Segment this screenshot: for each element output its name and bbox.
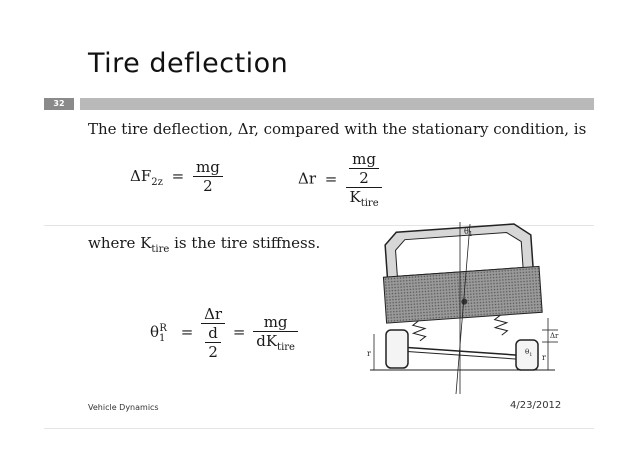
eq2-numerator: $\frac{mg}{2}$ bbox=[346, 150, 382, 187]
eq1-denominator: 2 bbox=[193, 176, 223, 195]
theta-top-label: $\theta_1$ bbox=[464, 227, 473, 238]
eq2-denominator: $K_{tire}$ bbox=[346, 187, 382, 209]
footer-divider bbox=[44, 428, 594, 429]
theta-wheel-label: $\theta_1$ bbox=[525, 348, 533, 358]
stiffness-text: where $K_{tire}$ is the tire stiffness. bbox=[88, 234, 321, 255]
eq3-equals: = bbox=[180, 323, 194, 341]
eq3-lhs: $\theta_1^R$ bbox=[150, 323, 167, 344]
equation-deflection bbox=[298, 150, 382, 209]
eq1-lhs: $\Delta F_{2z}$ bbox=[130, 166, 163, 188]
eq2-lhs: Δr bbox=[298, 169, 317, 188]
slide-number: 32 bbox=[53, 99, 65, 108]
footer-date: 4/23/2012 bbox=[510, 400, 562, 411]
title-divider-bar bbox=[80, 98, 594, 110]
footer-course-name: Vehicle Dynamics bbox=[88, 403, 159, 412]
eq2-equals: = bbox=[324, 169, 338, 188]
right-spring-icon bbox=[494, 315, 507, 336]
intro-text: The tire deflection, Δr, compared with the stationary condition, is bbox=[88, 120, 587, 138]
equation-force bbox=[130, 158, 223, 195]
eq3-fraction2: $\frac{mg}{dK_{tire}}$ bbox=[253, 313, 298, 353]
left-spring-icon bbox=[413, 320, 426, 341]
slide-title: Tire deflection bbox=[88, 48, 289, 79]
r-left-label: r bbox=[367, 349, 371, 358]
equation-angle bbox=[150, 305, 298, 361]
eq1-fraction bbox=[193, 158, 223, 195]
eq3-equals2: = bbox=[232, 323, 246, 341]
delta-r-label: Δr bbox=[550, 332, 559, 340]
left-wheel bbox=[386, 330, 408, 368]
r-right-label: r bbox=[542, 353, 546, 362]
eq3-fraction1: $\frac{\Delta r}{\frac{d}{2}}$ bbox=[201, 305, 225, 361]
eq2-fraction bbox=[346, 150, 382, 209]
eq1-equals: = bbox=[171, 166, 185, 185]
eq1-numerator: mg bbox=[196, 158, 220, 176]
vehicle-tilt-diagram bbox=[360, 222, 560, 397]
